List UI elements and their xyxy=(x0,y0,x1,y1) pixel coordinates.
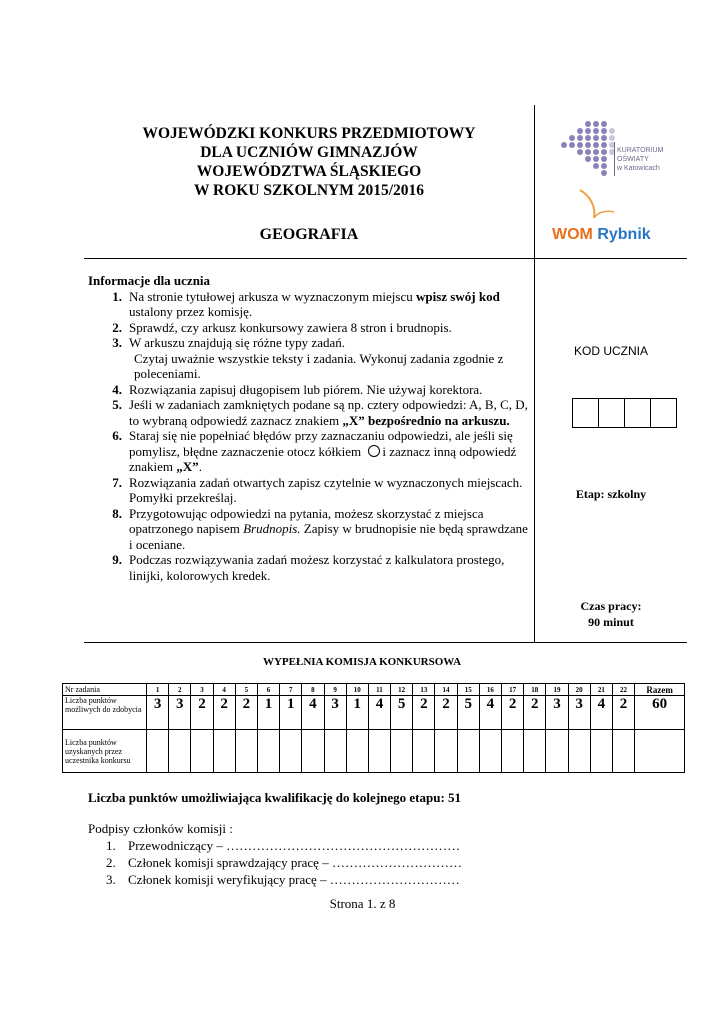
item-text: W arkuszu znajdują się różne typy zadań. xyxy=(129,335,345,350)
scored-cell[interactable] xyxy=(235,730,257,773)
committee-signatures xyxy=(88,820,462,888)
total-value: 60 xyxy=(635,696,685,730)
row-label-task: Nr zadania xyxy=(63,684,147,696)
title-line-3: WOJEWÓDZTWA ŚLĄSKIEGO xyxy=(196,163,422,180)
page-number: Strona 1. z 8 xyxy=(329,896,396,911)
kuratorium-line-1: KURATORIUM xyxy=(617,147,664,154)
task-number: 9 xyxy=(324,684,346,696)
max-points: 2 xyxy=(502,696,524,730)
max-points: 4 xyxy=(479,696,501,730)
item-text: Przygotowując odpowiedzi na pytania, możesz skorzystać z miejsca opatrzonego napisem xyxy=(129,505,484,536)
item-text: Rozwiązania zadań otwartych zapisz czytelnie w wyznaczonych miejscach. Pomyłki przekreślaj. xyxy=(129,474,523,505)
list-item xyxy=(88,475,534,506)
item-tail: i zaznacz inną odpowiedź znakiem xyxy=(129,443,517,474)
code-box-1[interactable] xyxy=(572,398,599,428)
scored-cell[interactable] xyxy=(169,730,191,773)
max-points: 1 xyxy=(257,696,279,730)
list-item xyxy=(88,837,462,854)
max-points: 1 xyxy=(346,696,368,730)
list-item xyxy=(88,428,534,475)
task-number: 3 xyxy=(191,684,213,696)
scored-cell[interactable] xyxy=(590,730,612,773)
item-italic: Brudnopis. xyxy=(243,521,301,536)
item-tail: ustalony przez komisję. xyxy=(129,304,253,319)
task-number: 18 xyxy=(524,684,546,696)
item-number: 3. xyxy=(112,335,122,350)
wom-rybnik-logo xyxy=(552,226,651,244)
kuratorium-line-3: w Katowicach xyxy=(617,165,660,172)
item-number: 1. xyxy=(106,838,116,853)
task-number: 12 xyxy=(391,684,413,696)
row-label-max: Liczba punktów możliwych do zdobycia xyxy=(63,696,147,730)
item-text: Na stronie tytułowej arkusza w wyznaczonym miejscu xyxy=(129,288,416,304)
max-points: 2 xyxy=(213,696,235,730)
time-info xyxy=(535,598,687,630)
scored-cell[interactable] xyxy=(280,730,302,773)
task-number: 20 xyxy=(568,684,590,696)
code-box-2[interactable] xyxy=(598,398,625,428)
item-text: Jeśli w zadaniach zamkniętych podane są np. cztery odpowiedzi: A, B, C, D, to wybraną odpowiedź zaznacz znakiem xyxy=(129,397,528,428)
list-item xyxy=(88,335,534,382)
item-number: 8. xyxy=(112,505,122,521)
time-label: Czas pracy: xyxy=(580,599,642,613)
item-number: 2. xyxy=(112,319,122,335)
task-number: 11 xyxy=(368,684,390,696)
row-label-scored: Liczba punktów uzyskanych przez uczestnika konkursu xyxy=(63,730,147,773)
max-points: 3 xyxy=(546,696,568,730)
list-item xyxy=(88,289,534,320)
list-item xyxy=(88,854,462,871)
max-points: 3 xyxy=(324,696,346,730)
list-item xyxy=(88,871,462,888)
time-value: 90 minut xyxy=(588,615,634,629)
circle-icon xyxy=(368,445,380,457)
max-points: 2 xyxy=(435,696,457,730)
scored-cell[interactable] xyxy=(346,730,368,773)
scored-cell[interactable] xyxy=(435,730,457,773)
max-points: 2 xyxy=(413,696,435,730)
item-bold: „X” bezpośrednio na arkuszu. xyxy=(342,412,510,428)
item-text: Podczas rozwiązywania zadań możesz korzystać z kalkulatora prostego, linijki, kolorowych kredek. xyxy=(129,552,505,583)
header-divider-vertical xyxy=(534,105,535,643)
code-box-3[interactable] xyxy=(624,398,651,428)
max-points: 4 xyxy=(368,696,390,730)
scored-cell[interactable] xyxy=(324,730,346,773)
item-number: 2. xyxy=(106,855,116,870)
item-text: Staraj się nie popełniać błędów przy zaznaczaniu odpowiedzi, ale jeśli się pomylisz, błędne zaznaczenie otocz kółkiem xyxy=(129,428,513,459)
task-number: 22 xyxy=(612,684,634,696)
task-number: 4 xyxy=(213,684,235,696)
list-item xyxy=(88,320,534,336)
header-divider-top xyxy=(84,258,687,259)
instructions-title: Informacje dla ucznia xyxy=(88,273,211,288)
item-text-2: Czytaj uważnie wszystkie teksty i zadania. Wykonuj zadania zgodnie z poleceniami. xyxy=(134,350,504,381)
task-number: 17 xyxy=(502,684,524,696)
qualification-threshold: Liczba punktów umożliwiająca kwalifikację do kolejnego etapu: 51 xyxy=(88,790,462,805)
item-text: Sprawdź, czy arkusz konkursowy zawiera 8 stron i brudnopis. xyxy=(129,319,452,335)
max-points: 1 xyxy=(280,696,302,730)
task-number: 13 xyxy=(413,684,435,696)
scored-cell[interactable] xyxy=(568,730,590,773)
task-number: 19 xyxy=(546,684,568,696)
list-item xyxy=(88,552,534,583)
item-tail: Zapisy w brudnopisie nie będą sprawdzane i oceniane. xyxy=(129,521,528,552)
title-line-1: WOJEWÓDZKI KONKURS PRZEDMIOTOWY xyxy=(142,125,476,142)
task-number: 8 xyxy=(302,684,324,696)
scored-cell[interactable] xyxy=(413,730,435,773)
scored-cell[interactable] xyxy=(302,730,324,773)
list-item xyxy=(88,382,534,398)
max-points: 4 xyxy=(302,696,324,730)
signature-line: Członek komisji weryfikujący pracę – ………………………… xyxy=(128,872,460,887)
scored-cell[interactable] xyxy=(257,730,279,773)
student-code-boxes[interactable] xyxy=(572,398,676,428)
item-number: 4. xyxy=(112,381,122,397)
points-table xyxy=(62,683,685,773)
table-row xyxy=(63,696,685,730)
max-points: 2 xyxy=(191,696,213,730)
item-bold: wpisz swój kod xyxy=(416,288,500,304)
signature-line: Członek komisji sprawdzający pracę – ………………………… xyxy=(128,855,462,870)
student-code-label: KOD UCZNIA xyxy=(573,344,648,358)
task-number: 1 xyxy=(147,684,169,696)
scored-cell[interactable] xyxy=(502,730,524,773)
max-points: 3 xyxy=(568,696,590,730)
scored-cell[interactable] xyxy=(546,730,568,773)
signatures-title: Podpisy członków komisji : xyxy=(88,821,233,836)
task-number: 2 xyxy=(169,684,191,696)
item-number: 1. xyxy=(112,288,122,304)
scored-cell[interactable] xyxy=(213,730,235,773)
max-points: 2 xyxy=(612,696,634,730)
list-item xyxy=(88,506,534,553)
list-item xyxy=(88,397,534,428)
signature-line: Przewodniczący – ……………………………………………… xyxy=(128,838,461,853)
title-line-4: W ROKU SZKOLNYM 2015/2016 xyxy=(193,182,425,199)
student-instructions xyxy=(88,273,534,583)
task-number: 21 xyxy=(590,684,612,696)
task-number: 10 xyxy=(346,684,368,696)
max-points: 2 xyxy=(235,696,257,730)
scored-cell[interactable] xyxy=(524,730,546,773)
item-number: 6. xyxy=(112,428,122,443)
scored-cell[interactable] xyxy=(368,730,390,773)
max-points: 4 xyxy=(590,696,612,730)
code-box-4[interactable] xyxy=(650,398,677,428)
task-number: 5 xyxy=(235,684,257,696)
scored-cell[interactable] xyxy=(191,730,213,773)
max-points: 3 xyxy=(169,696,191,730)
scored-cell[interactable] xyxy=(147,730,169,773)
wom-logo-part2: Rybnik xyxy=(597,226,651,243)
scored-total-cell[interactable] xyxy=(635,730,685,773)
item-text: Rozwiązania zapisuj długopisem lub piórem. Nie używaj korektora. xyxy=(129,381,483,397)
item-number: 9. xyxy=(112,552,122,567)
item-number: 3. xyxy=(106,872,116,887)
task-number: 16 xyxy=(479,684,501,696)
max-points: 5 xyxy=(457,696,479,730)
committee-heading: WYPEŁNIA KOMISJA KONKURSOWA xyxy=(262,656,462,668)
max-points: 5 xyxy=(391,696,413,730)
subject-title: GEOGRAFIA xyxy=(259,226,359,243)
max-points: 3 xyxy=(147,696,169,730)
scored-cell[interactable] xyxy=(391,730,413,773)
task-number: 14 xyxy=(435,684,457,696)
header-divider-bottom xyxy=(84,642,687,643)
page-title xyxy=(84,124,534,200)
item-end: . xyxy=(198,459,202,474)
max-points: 2 xyxy=(524,696,546,730)
scored-cell[interactable] xyxy=(479,730,501,773)
total-label: Razem xyxy=(635,684,685,696)
title-line-2: DLA UCZNIÓW GIMNAZJÓW xyxy=(200,144,418,161)
stage-label: Etap: szkolny xyxy=(575,487,647,501)
table-row xyxy=(63,730,685,773)
table-row xyxy=(63,684,685,696)
kuratorium-logo-text xyxy=(617,146,663,173)
item-bold: „X” xyxy=(176,459,199,474)
scored-cell[interactable] xyxy=(612,730,634,773)
kuratorium-line-2: OŚWIATY xyxy=(617,156,649,163)
wom-logo-part1: WOM xyxy=(552,226,593,243)
task-number: 6 xyxy=(257,684,279,696)
task-number: 15 xyxy=(457,684,479,696)
scored-cell[interactable] xyxy=(457,730,479,773)
item-number: 5. xyxy=(112,397,122,412)
task-number: 7 xyxy=(280,684,302,696)
item-number: 7. xyxy=(112,474,122,490)
